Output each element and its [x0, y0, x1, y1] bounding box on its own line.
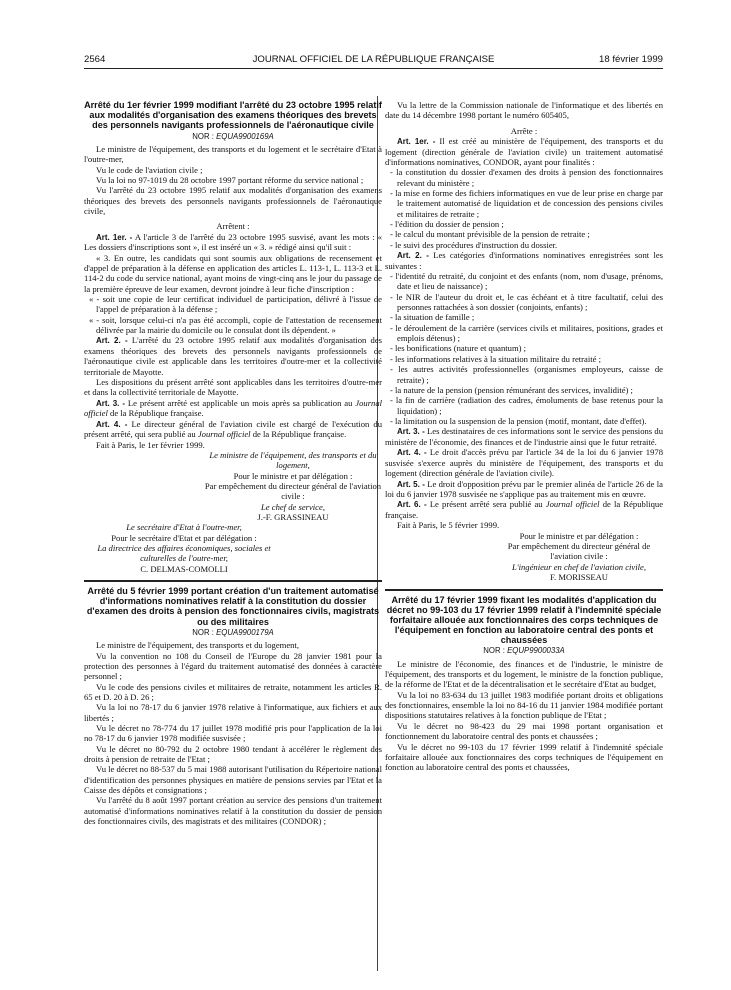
decree-2-purpose: - l'édition du dossier de pension ;: [390, 219, 504, 230]
signatory-name: J.-F. GRASSINEAU: [257, 512, 329, 523]
decree-2-purpose: - la constitution du dossier d'examen des droits à pension des fonctionnaires relevant du ministère ;: [390, 167, 663, 188]
decree-3-visa: Vu le décret no 99-103 du 17 février 1999 relatif à l'indemnité spéciale forfaitaire allouée aux fonctionnaires des corps techniques de l'équipement en fonction au laboratoire central des ponts et chaussées,: [385, 741, 663, 773]
section-rule: [385, 589, 663, 591]
decree-3-nor: NOR : EQUP9900033A: [483, 646, 565, 656]
decree-2-category: - le déroulement de la carrière (services civils et militaires, positions, grades et emplois détenus) ;: [390, 322, 663, 344]
decree-2-category: - les informations relatives à la situation militaire du retraité ;: [390, 353, 601, 364]
decree-2-nor: NOR : EQUA9900179A: [192, 627, 274, 637]
signature-delegation: Pour le ministre et par délégation :: [233, 470, 353, 481]
decree-1-preamble: Le ministre de l'équipement, des transports et du logement et le secrétaire d'Etat à l'outre-mer,: [84, 143, 382, 165]
section-rule: [84, 580, 382, 582]
decree-1-title: Arrêté du 1er février 1999 modifiant l'arrêté du 23 octobre 1995 relatif aux modalités d'organisation des examens théoriques des brevets des personnels navigants professionnels de l'aéronautique civile: [84, 100, 382, 131]
decree-2-purpose: - la mise en forme des fichiers informatiques en vue de leur prise en charge par le traitement automatisé de liquidation et de concession des pensions civiles et militaires de retraite ;: [390, 188, 663, 219]
page-header: [84, 54, 663, 68]
decree-2-purpose: - le calcul du montant prévisible de la pension de retraite ;: [390, 229, 590, 240]
decree-3-visa: Vu le décret no 98-423 du 29 mai 1998 portant organisation et fonctionnement du laboratoire central des ponts et chaussées ;: [385, 720, 663, 742]
decree-2-visa: Vu la convention no 108 du Conseil de l'Europe du 28 janvier 1981 pour la protection des personnes à l'égard du traitement automatisé des données à caractère personnel ;: [84, 650, 382, 682]
decree-2-visa: Vu l'arrêté du 8 août 1997 portant création au service des pensions d'un traitement automatisé d'informations nominatives relatif à la constitution du dossier de pension des fonctionnaires civils, des magistrats et des militaires (CONDOR) ;: [84, 795, 382, 827]
signature-title: L'ingénieur en chef de l'aviation civile,: [512, 561, 646, 572]
header-rule: [84, 68, 663, 69]
decree-2-title: Arrêté du 5 février 1999 portant création d'un traitement automatisé d'informations nominatives relatif à la constitution du dossier d'examen des droits à pension des fonctionnaires civils, magistrats ou des militaires: [86, 586, 380, 627]
decree-2-category: - la nature de la pension (pension rémunérant des services, invalidité) ;: [390, 384, 633, 395]
decree-2-purpose: - le suivi des procédures d'instruction du dossier.: [390, 239, 558, 250]
decree-1-article-3: Art. 3. - Le présent arrêté est applicable un mois après sa publication au Journal officiel de la République française.: [84, 397, 383, 419]
signatory-name: F. MORISSEAU: [549, 572, 609, 583]
decree-2-visa: Vu le décret no 88-537 du 5 mai 1988 autorisant l'utilisation du Répertoire national d'identification des personnes physiques en matière de pensions servies par l'Etat et la Caisse des dépôts et consignations ;: [84, 764, 382, 796]
decree-2-category: - l'identité du retraité, du conjoint et des enfants (nom, nom d'usage, prénoms, date et lieu de naissance) ;: [390, 271, 663, 292]
decree-2-category: - la limitation ou la suspension de la pension (motif, montant, date d'effet).: [390, 415, 647, 426]
signature-title: La directrice des affaires économiques, sociales et culturelles de l'outre-mer,: [97, 543, 271, 564]
right-column: [385, 100, 663, 773]
decree-2-visa: Vu le décret no 78-774 du 17 juillet 1978 modifié pris pour l'application de la loi no 78-17 du 6 janvier 1978 modifiée susvisée ;: [84, 722, 382, 744]
issue-date: 18 février 1999: [599, 54, 663, 65]
signature-title: Le secrétaire d'Etat à l'outre-mer,: [126, 522, 242, 533]
journal-title: JOURNAL OFFICIEL DE LA RÉPUBLIQUE FRANÇAISE: [252, 54, 495, 65]
decree-3-preamble: Le ministre de l'économie, des finances et de l'industrie, le ministre de l'équipement, des transports et du logement, le ministre de la fonction publique, de la réforme de l'Etat et de la décentralisation et le secrétaire d'Etat au budget,: [385, 658, 663, 690]
decree-2-visa: Vu la lettre de la Commission nationale de l'informatique et des libertés en date du 14 décembre 1998 portant le numéro 605405,: [385, 100, 663, 121]
decree-2-preamble: Le ministre de l'équipement, des transports et du logement,: [96, 640, 299, 651]
decree-2-category: - la situation de famille ;: [390, 312, 475, 323]
signature-delegation: Pour le secrétaire d'Etat et par délégation :: [111, 532, 257, 543]
decree-1-nor: NOR : EQUA9900169A: [192, 131, 274, 141]
signatory-name: C. DELMAS-COMOLLI: [140, 563, 228, 574]
decree-2-arrete: Arrête :: [510, 125, 538, 136]
decree-3-visa: Vu la loi no 83-634 du 13 juillet 1983 modifiée portant droits et obligations des fonctionnaires, ensemble la loi no 84-16 du 11 janvier 1984 modifiée portant dispositions statutaires relatives à la fonction publique de l'Etat ;: [385, 689, 663, 721]
decree-1-visa: Vu le code de l'aviation civile ;: [96, 164, 203, 175]
decree-2-visa: Vu le décret no 80-792 du 2 octobre 1980 tendant à accélérer le règlement des droits à pension de retraite de l'Etat ;: [84, 743, 382, 764]
decree-1-visa: Vu l'arrêté du 23 octobre 1995 relatif aux modalités d'organisation des examens théoriques des brevets des personnels navigants professionnels de l'aéronautique civile,: [84, 185, 382, 216]
signature-title: Le chef de service,: [261, 501, 325, 512]
decree-1-dash-item: « - soit, lorsque celui-ci n'a pas été accompli, copie de l'attestation de recensement délivrée par la mairie du domicile ou le consulat dont ils dépendent. »: [89, 314, 382, 336]
decree-1-visa: Vu la loi no 97-1019 du 28 octobre 1997 portant réforme du service national ;: [96, 174, 364, 185]
decree-2-visa: Vu la loi no 78-17 du 6 janvier 1978 relative à l'informatique, aux fichiers et aux libertés ;: [84, 702, 382, 723]
decree-2-category: - les autres activités professionnelles (organismes employeurs, caisse de retraite) ;: [390, 364, 663, 385]
decree-2-category: - la fin de carrière (radiation des cadres, émoluments de base retenus pour la liquidation) ;: [390, 395, 663, 416]
decree-1-arretent: Arrêtent :: [216, 221, 250, 232]
signature-title: Le ministre de l'équipement, des transports et du logement,: [209, 450, 377, 471]
decree-2-category: - les bonifications (nature et quantum) ;: [390, 343, 527, 354]
decree-1-dash-item: « - soit une copie de leur certificat individuel de participation, délivré à l'issue de l'appel de préparation à la défense ;: [89, 294, 382, 315]
decree-2-article-6: Art. 6. - Le présent arrêté sera publié au Journal officiel de la République française.: [385, 499, 664, 521]
decree-2-article-4: Art. 4. - Le droit d'accès prévu par l'article 34 de la loi du 6 janvier 1978 susvisée s'exerce auprès du ministère de l'équipement, des transports et du logement (direction générale de l'aviation civile).: [385, 447, 663, 479]
decree-2-article-1: Art. 1er. - Il est créé au ministère de l'équipement, des transports et du logement (direction générale de l'aviation civile) un traitement automatisé d'informations nominatives, CONDOR, ayant pour finalités :: [385, 136, 663, 167]
decree-2-fait: Fait à Paris, le 5 février 1999.: [397, 520, 500, 531]
decree-1-article-1: Art. 1er. - A l'article 3 de l'arrêté du 23 octobre 1995 susvisé, avant les mots : « Les dossiers d'inscriptions sont », il est inséré un « 3. » rédigé ainsi qu'il suit :: [84, 231, 382, 253]
decree-1-article-4: Art. 4. - Le directeur général de l'aviation civile est chargé de l'exécution du présent arrêté, qui sera publié au Journal officiel de la République française.: [84, 418, 382, 440]
signature-delegation: Par empêchement du directeur général de l'aviation civile :: [204, 481, 382, 502]
decree-1-article-2b: Les dispositions du présent arrêté sont applicables dans les territoires d'outre-mer et dans la collectivité territoriale de Mayotte.: [84, 377, 382, 398]
page-number: 2564: [84, 54, 106, 65]
decree-2-visa: Vu le code des pensions civiles et militaires de retraite, notamment les articles R. 65 et D. 20 à D. 26 ;: [84, 681, 382, 702]
decree-1-fait: Fait à Paris, le 1er février 1999.: [96, 439, 205, 450]
decree-2-article-5: Art. 5. - Le droit d'opposition prévu par le premier alinéa de l'article 26 de la loi du 6 janvier 1978 susvisée ne s'applique pas au traitement mis en œuvre.: [385, 478, 663, 500]
decree-2-category: - le NIR de l'auteur du droit et, le cas échéant et à titre facultatif, celui des personnes rattachées à son dossier (conjoints, enfants) ;: [390, 291, 663, 313]
decree-3-title: Arrêté du 17 février 1999 fixant les modalités d'application du décret no 99-103 du 17 février 1999 relatif à l'indemnité spéciale forfaitaire allouée aux fonctionnaires des corps techniques de l'équipement en fonction au laboratoire central des ponts et chaussées: [386, 594, 662, 646]
decree-2-article-3: Art. 3. - Les destinataires de ces informations sont le service des pensions du ministère de l'économie, des finances et de l'industrie ainsi que le futur retraité.: [385, 426, 663, 447]
decree-1-article-1-quote: « 3. En outre, les candidats qui sont soumis aux obligations de recensement et d'appel de préparation à la défense en application des articles L. 113-1, L. 113-3 et L. 114-2 du code du service national, ayant moins de vingt-cinq ans le jour du passage de la première épreuve de leur examen, devront joindre à leur fiche d'inscription :: [84, 252, 382, 294]
signature-delegation: Par empêchement du directeur général de l'aviation civile :: [507, 541, 651, 562]
left-column: [84, 100, 382, 826]
decree-2-article-2: Art. 2. - Les catégories d'informations nominatives enregistrées sont les suivantes :: [385, 250, 663, 271]
decree-1-article-2: Art. 2. - L'arrêté du 23 octobre 1995 relatif aux modalités d'organisation des examens théoriques des brevets des personnels navigants professionnels de l'aéronautique civile est applicable dans les territoires d'outre-mer et la collectivité territoriale de Mayotte.: [84, 335, 383, 377]
signature-delegation: Pour le ministre et par délégation :: [519, 530, 639, 541]
